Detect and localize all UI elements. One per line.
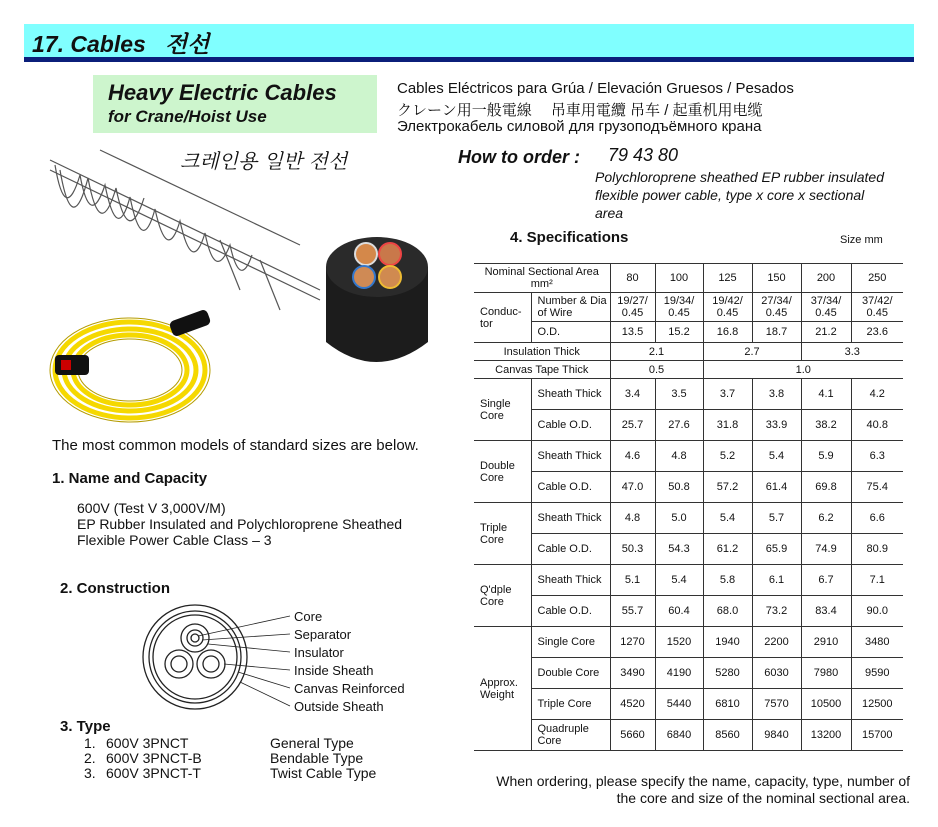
table-cell: 4520 [610,689,655,720]
table-cell: 54.3 [655,534,703,565]
row-label: Cable O.D. [531,596,610,627]
table-cell: 55.7 [610,596,655,627]
table-cell: 5.9 [801,441,851,472]
table-cell: 16.8 [703,322,752,343]
table-cell: 10500 [801,689,851,720]
group-label: Q'dple Core [474,565,531,627]
type-heading: 3. Type [60,718,111,735]
row-label: Single Core [531,627,610,658]
group-label: Double Core [474,441,531,503]
table-cell: 4.6 [610,441,655,472]
table-cell: 73.2 [752,596,801,627]
cable-cross-section-image [318,232,438,372]
table-cell: 50.3 [610,534,655,565]
table-cell: 3.5 [655,379,703,410]
section-title: 17. Cables 전선 [32,31,210,57]
table-cell: 4.1 [801,379,851,410]
table-cell: 0.5 [610,361,703,379]
table-cell: 9840 [752,720,801,751]
capacity-line: Flexible Power Cable Class – 3 [77,532,272,548]
row-label: Triple Core [531,689,610,720]
how-to-order-label: How to order : [458,147,580,167]
type-number: 1. [84,735,96,751]
table-cell: 3480 [851,627,903,658]
construction-heading: 2. Construction [60,580,171,597]
table-cell: 37/42/ 0.45 [851,293,903,322]
table-cell: 83.4 [801,596,851,627]
title-spanish: Cables Eléctricos para Grúa / Elevación Gruesos / Pesados [397,80,794,97]
product-korean-title: 크레인용 일반 전선 [180,149,348,173]
table-cell: 6.6 [851,503,903,534]
table-cell: 5280 [703,658,752,689]
table-row [474,472,903,503]
type-description: General Type [270,735,354,751]
table-row [474,264,903,293]
header-label: Nominal Sectional Area mm² [474,264,610,293]
table-cell: 27.6 [655,410,703,441]
table-row [474,720,903,751]
row-label: Double Core [531,658,610,689]
group-label: Conduc-tor [474,293,531,343]
header-size: 200 [801,264,851,293]
table-cell: 6.2 [801,503,851,534]
table-row [474,658,903,689]
table-row [474,534,903,565]
table-cell: 15.2 [655,322,703,343]
table-cell: 3.4 [610,379,655,410]
label-outside-sheath: Outside Sheath [294,699,384,714]
table-cell: 2.7 [703,343,801,361]
type-description: Bendable Type [270,750,364,766]
table-row [474,361,903,379]
table-cell: 4190 [655,658,703,689]
table-cell: 4.8 [655,441,703,472]
common-models-note: The most common models of standard sizes are below. [52,437,419,454]
table-cell: 50.8 [655,472,703,503]
title-russian: Электрокабель силовой для грузоподъёмного крана [397,118,762,135]
order-description: Polychloroprene sheathed EP rubber insulated flexible power cable, type x core x sectional area [595,169,885,221]
table-cell: 3.8 [752,379,801,410]
table-cell: 6810 [703,689,752,720]
name-capacity-heading: 1. Name and Capacity [52,470,208,487]
table-row [474,627,903,658]
label-inside-sheath: Inside Sheath [294,663,374,678]
size-unit-label: Size mm [840,234,883,246]
table-cell: 61.2 [703,534,752,565]
table-cell: 47.0 [610,472,655,503]
table-cell: 2200 [752,627,801,658]
table-row [474,379,903,410]
table-cell: 5.8 [703,565,752,596]
order-code: 79 43 80 [608,145,679,165]
capacity-line: EP Rubber Insulated and Polychloroprene Sheathed [77,516,403,532]
label-separator: Separator [294,627,352,642]
table-cell: 6.1 [752,565,801,596]
table-cell: 60.4 [655,596,703,627]
table-cell: 19/34/ 0.45 [655,293,703,322]
table-cell: 5.4 [703,503,752,534]
table-row [474,596,903,627]
table-cell: 25.7 [610,410,655,441]
table-cell: 2910 [801,627,851,658]
table-cell: 80.9 [851,534,903,565]
table-cell: 27/34/ 0.45 [752,293,801,322]
table-cell: 6.7 [801,565,851,596]
table-cell: 5.0 [655,503,703,534]
construction-diagram [140,600,300,720]
capacity-line: 600V (Test V 3,000V/M) [77,500,226,516]
header-size: 150 [752,264,801,293]
table-cell: 23.6 [851,322,903,343]
row-label: Sheath Thick [531,503,610,534]
type-model: 600V 3PNCT [106,735,189,751]
table-cell: 61.4 [752,472,801,503]
table-cell: 74.9 [801,534,851,565]
specifications-table [474,263,903,751]
table-row [474,410,903,441]
table-cell: 3490 [610,658,655,689]
row-label: Sheath Thick [531,565,610,596]
row-label: Number & Dia of Wire [531,293,610,322]
table-cell: 57.2 [703,472,752,503]
table-cell: 13.5 [610,322,655,343]
label-core: Core [294,609,323,624]
product-title: Heavy Electric Cables [108,80,337,105]
table-cell: 37/34/ 0.45 [801,293,851,322]
table-cell: 3.3 [801,343,903,361]
table-row [474,293,903,322]
row-label: Cable O.D. [531,472,610,503]
table-cell: 31.8 [703,410,752,441]
table-cell: 6.3 [851,441,903,472]
table-row [474,441,903,472]
table-cell: 5.4 [752,441,801,472]
type-model: 600V 3PNCT-T [106,765,201,781]
table-row [474,322,903,343]
product-subtitle: for Crane/Hoist Use [108,107,267,126]
table-cell: 21.2 [801,322,851,343]
table-cell: 18.7 [752,322,801,343]
table-cell: 4.8 [610,503,655,534]
row-label: Canvas Tape Thick [474,361,610,379]
type-model: 600V 3PNCT-B [106,750,202,766]
table-cell: 8560 [703,720,752,751]
table-cell: 1520 [655,627,703,658]
table-row [474,343,903,361]
table-cell: 4.2 [851,379,903,410]
row-label: Cable O.D. [531,410,610,441]
header-size: 250 [851,264,903,293]
row-label: Sheath Thick [531,379,610,410]
table-cell: 19/27/ 0.45 [610,293,655,322]
table-row [474,689,903,720]
header-size: 100 [655,264,703,293]
table-cell: 69.8 [801,472,851,503]
type-description: Twist Cable Type [270,765,377,781]
row-label: O.D. [531,322,610,343]
table-cell: 1940 [703,627,752,658]
table-cell: 9590 [851,658,903,689]
table-cell: 75.4 [851,472,903,503]
table-cell: 40.8 [851,410,903,441]
table-cell: 65.9 [752,534,801,565]
table-cell: 2.1 [610,343,703,361]
table-cell: 38.2 [801,410,851,441]
row-label: Insulation Thick [474,343,610,361]
table-row [474,565,903,596]
type-number: 2. [84,750,96,766]
table-cell: 1.0 [703,361,903,379]
table-cell: 12500 [851,689,903,720]
table-cell: 7570 [752,689,801,720]
table-cell: 5.4 [655,565,703,596]
header-size: 80 [610,264,655,293]
table-cell: 5660 [610,720,655,751]
table-cell: 5440 [655,689,703,720]
table-cell: 5.7 [752,503,801,534]
table-cell: 7980 [801,658,851,689]
specifications-heading: 4. Specifications [510,229,629,246]
table-cell: 6840 [655,720,703,751]
table-cell: 15700 [851,720,903,751]
group-label: Single Core [474,379,531,441]
yellow-cable-coil-image [45,300,225,430]
table-cell: 1270 [610,627,655,658]
table-cell: 7.1 [851,565,903,596]
group-label: Approx. Weight [474,627,531,751]
table-cell: 19/42/ 0.45 [703,293,752,322]
table-cell: 6030 [752,658,801,689]
title-cjk: クレーン用一般電線 吊車用電纜 吊车 / 起重机用电缆 [397,102,763,119]
table-cell: 3.7 [703,379,752,410]
row-label: Cable O.D. [531,534,610,565]
table-cell: 13200 [801,720,851,751]
table-cell: 5.1 [610,565,655,596]
table-cell: 33.9 [752,410,801,441]
label-canvas-reinforced: Canvas Reinforced [294,681,405,696]
ordering-instructions: When ordering, please specify the name, capacity, type, number of the core and size of the nominal sectional area. [496,773,910,806]
label-insulator: Insulator [294,645,344,660]
row-label: Quadruple Core [531,720,610,751]
table-cell: 90.0 [851,596,903,627]
group-label: Triple Core [474,503,531,565]
table-row [474,503,903,534]
table-cell: 68.0 [703,596,752,627]
type-number: 3. [84,765,96,781]
header-size: 125 [703,264,752,293]
row-label: Sheath Thick [531,441,610,472]
table-cell: 5.2 [703,441,752,472]
